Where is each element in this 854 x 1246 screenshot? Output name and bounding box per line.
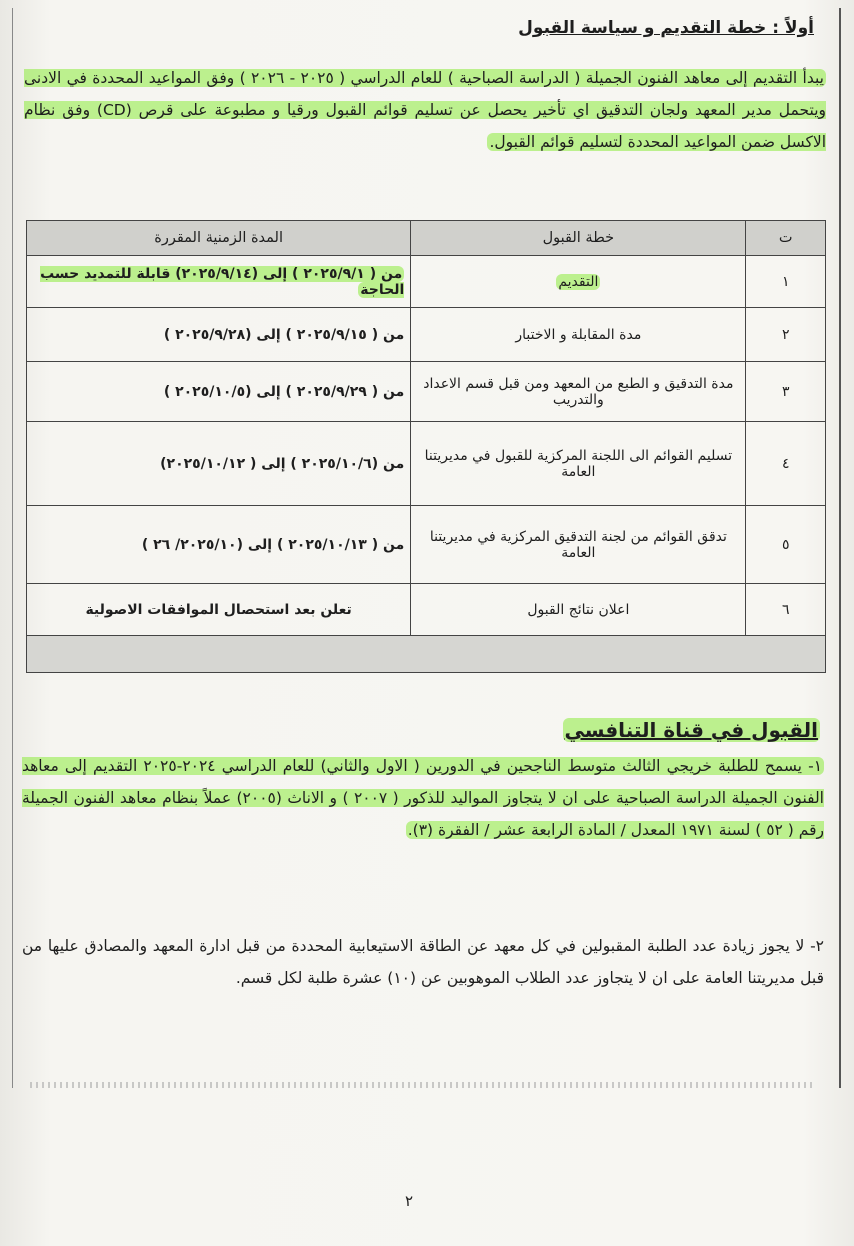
row-duration (27, 256, 411, 308)
row-plan: تسليم القوائم الى اللجنة المركزية للقبول في مديريتنا العامة (411, 422, 746, 506)
table-footer-row (27, 636, 826, 673)
row-index: ٤ (746, 422, 826, 506)
row-plan (411, 256, 746, 308)
row-plan: اعلان نتائج القبول (411, 584, 746, 636)
section2-paragraph-1 (22, 750, 824, 846)
section1-title: أولاً : خطة التقديم و سياسة القبول (518, 18, 814, 38)
row-plan: تدقق القوائم من لجنة التدقيق المركزية في مديريتنا العامة (411, 506, 746, 584)
row-index: ٦ (746, 584, 826, 636)
header-duration: المدة الزمنية المقررة (27, 221, 411, 256)
header-plan: خطة القبول (411, 221, 746, 256)
row-index: ١ (746, 256, 826, 308)
section1-intro (24, 62, 826, 158)
table-row (27, 308, 826, 362)
page-number: ٢ (405, 1192, 414, 1210)
table-row (27, 506, 826, 584)
intro-text: يبدأ التقديم إلى معاهد الفنون الجميلة ( الدراسة الصباحية ) للعام الدراسي ( ٢٠٢٥ - ٢٠٢٦ ) وفق المواعيد المحددة في الادنى ويتحمل مدير المعهد ولجان التدقيق اي تأخير يحصل عن تسليم قوائم القبول ورقيا و مطبوعة على قرص (CD) وفق نظام الاكسل ضمن المواعيد المحددة لتسليم قوائم القبول. (24, 69, 826, 151)
row-duration: تعلن بعد استحصال الموافقات الاصولية (27, 584, 411, 636)
header-index: ت (746, 221, 826, 256)
section2-title (563, 718, 821, 742)
row-duration: من ( ٢٠٢٥/٩/٢٩ ) إلى (٢٠٢٥/١٠/٥ ) (27, 362, 411, 422)
row-duration: من (٢٠٢٥/١٠/٦ ) إلى ( ٢٠٢٥/١٠/١٢) (27, 422, 411, 506)
row-duration: من ( ٢٠٢٥/١٠/١٣ ) إلى (٢٠٢٥/١٠/ ٢٦ ) (27, 506, 411, 584)
table-row (27, 422, 826, 506)
row-duration-text: من ( ٢٠٢٥/٩/١ ) إلى (٢٠٢٥/٩/١٤) قابلة للتمديد حسب الحاجة (40, 265, 405, 298)
section2-title-text: القبول في قناة التنافسي (564, 718, 818, 742)
table-footer-cell (27, 636, 826, 673)
row-index: ٥ (746, 506, 826, 584)
section2-paragraph-2: ٢- لا يجوز زيادة عدد الطلبة المقبولين في كل معهد عن الطاقة الاستيعابية المحددة من قبل ادارة المعهد والمصادق عليها من قبل مديريتنا العامة على ان لا يتجاوز عدد الطلاب الموهوبين عن (١٠) عشرة طلبة لكل قسم. (22, 937, 824, 987)
dotted-divider (30, 1082, 814, 1088)
table-row (27, 362, 826, 422)
row-index: ٢ (746, 308, 826, 362)
row-plan: مدة التدقيق و الطبع من المعهد ومن قبل قسم الاعداد والتدريب (411, 362, 746, 422)
row-plan: مدة المقابلة و الاختبار (411, 308, 746, 362)
row-index: ٣ (746, 362, 826, 422)
row-plan-text: التقديم (558, 273, 599, 290)
table-row (27, 256, 826, 308)
table-row (27, 584, 826, 636)
row-duration: من ( ٢٠٢٥/٩/١٥ ) إلى (٢٠٢٥/٩/٢٨ ) (27, 308, 411, 362)
paragraph-1-text: ١- يسمح للطلبة خريجي الثالث متوسط الناجحين في الدورين ( الاول والثاني) للعام الدراسي ٢٠٢٤-٢٠٢٥ التقديم إلى معاهد الفنون الجميلة الدراسة الصباحية على ان لا يتجاوز المواليد للذكور ( ٢٠٠٧ ) و الاناث (٢٠٠٥) عملاً بنظام معاهد الفنون الجميلة رقم ( ٥٢ ) لسنة ١٩٧١ المعدل / المادة الرابعة عشر / الفقرة (٣). (22, 757, 824, 839)
admission-schedule-table (26, 220, 826, 673)
table-header-row (27, 221, 826, 256)
